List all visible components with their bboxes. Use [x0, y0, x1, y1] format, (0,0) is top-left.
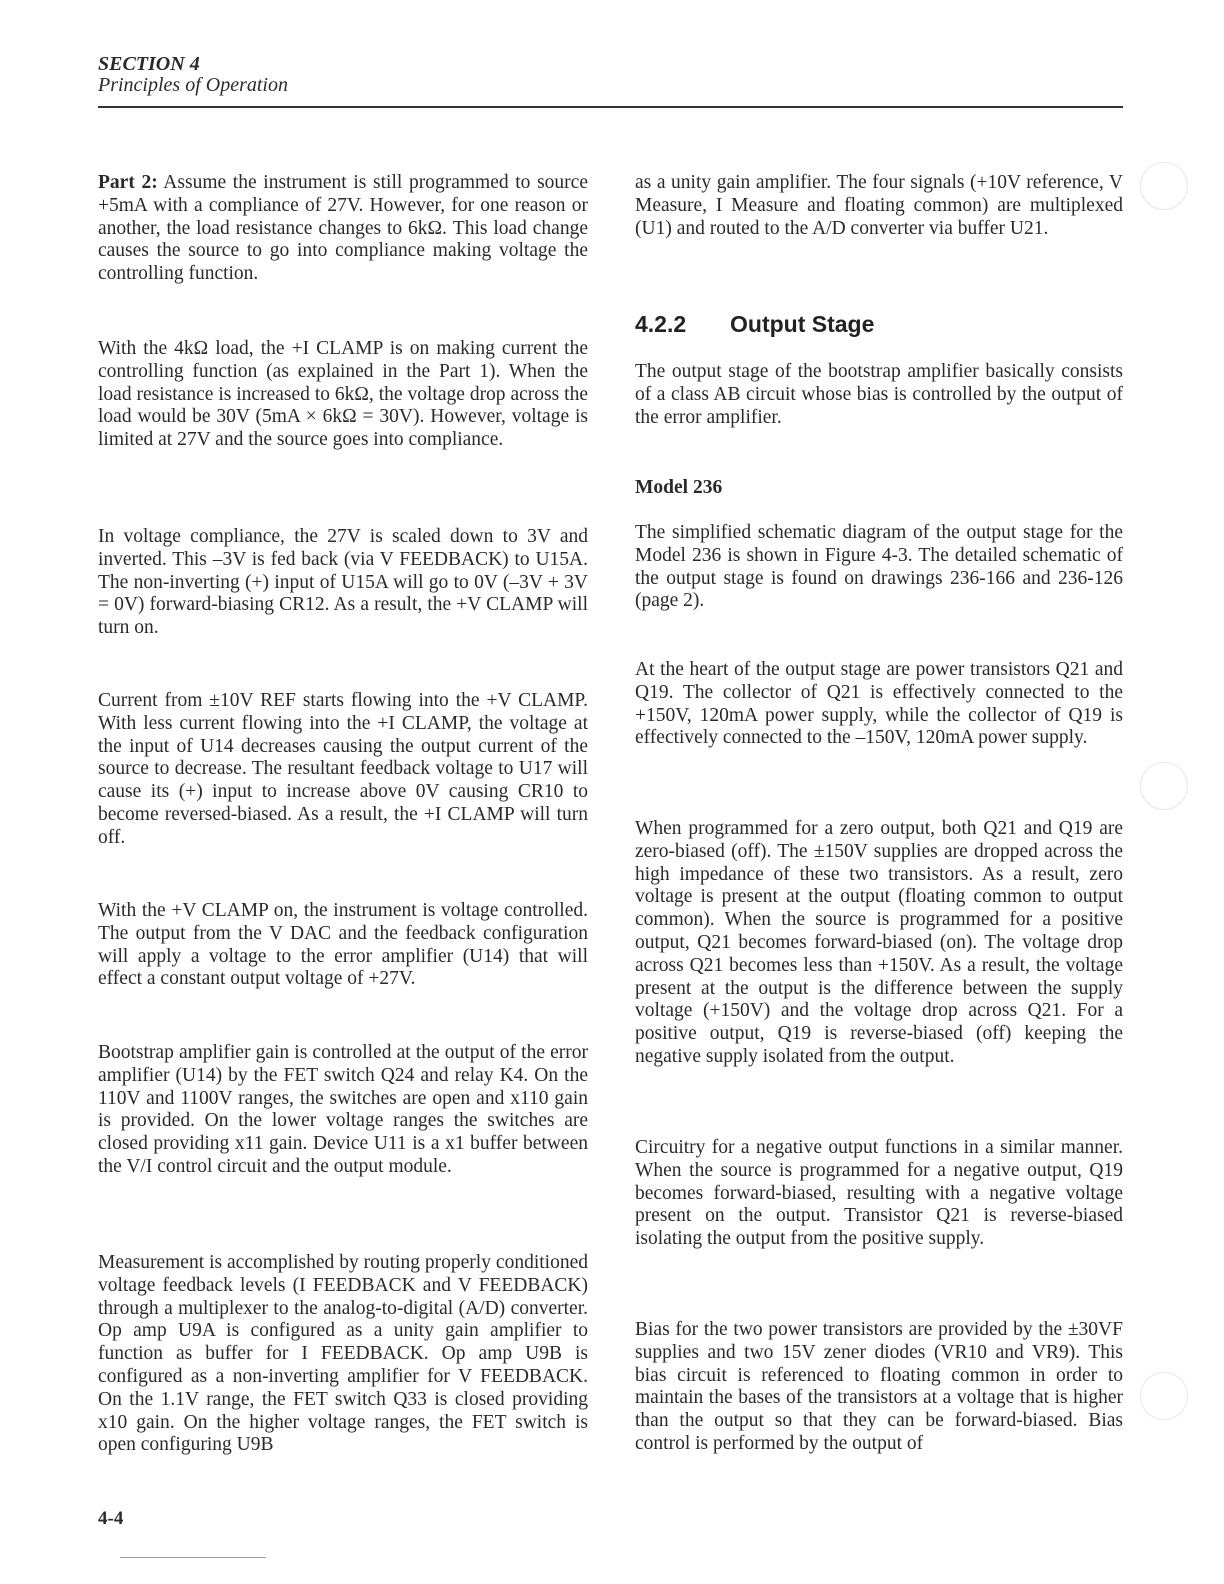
header-rule	[98, 106, 1123, 108]
part-label: Part 2:	[98, 172, 158, 193]
paragraph: At the heart of the output stage are power transistors Q21 and Q19. The collector of Q21 is effectively connected to the +150V, 120mA power supply, while the collector of Q19 is effectively connected to the –150V, 120mA power supply.	[635, 659, 1123, 749]
paragraph: The simplified schematic diagram of the output stage for the Model 236 is shown in Figure 4-3. The detailed schematic of the output stage is found on drawings 236-166 and 236-126 (page 2).	[635, 522, 1123, 612]
paragraph: When programmed for a zero output, both Q21 and Q19 are zero-biased (off). The ±150V supplies are dropped across the high impedance of these two transistors. As a result, zero voltage is present at the output (floating common to output common). When the source is programmed for a positive output, Q21 becomes forward-biased (on). The voltage drop across Q21 becomes less than +150V. As a result, the voltage present at the output is the difference between the supply voltage (+150V) and the voltage drop across Q21. For a positive output, Q19 is reverse-biased (off) keeping the negative supply isolated from the output.	[635, 818, 1123, 1067]
paragraph: The output stage of the bootstrap amplifier basically consists of a class AB circuit whose bias is controlled by the output of the error amplifier.	[635, 361, 1123, 428]
subheading: Model 236	[635, 477, 723, 498]
footer-line	[120, 1557, 266, 1558]
section-title: SECTION 4	[98, 53, 200, 75]
heading-number: 4.2.2	[635, 311, 687, 337]
paragraph	[98, 172, 588, 286]
paragraph: Measurement is accomplished by routing properly conditioned voltage feedback levels (I FEEDBACK and V FEEDBACK) through a multiplexer to the analog-to-digital (A/D) converter. Op amp U9A is configured as a unity gain amplifier to function as buffer for I FEEDBACK. Op amp U9B is configured as a non-inverting amplifier for V FEEDBACK. On the 1.1V range, the FET switch Q33 is closed providing x10 gain. On the higher voltage ranges, the FET switch is open configuring U9B	[98, 1252, 588, 1456]
paragraph: In voltage compliance, the 27V is scaled down to 3V and inverted. This –3V is fed back (via V FEEDBACK) to U15A. The non-inverting (+) input of U15A will go to 0V (–3V + 3V = 0V) forward-biasing CR12. As a result, the +V CLAMP will turn on.	[98, 526, 588, 639]
punch-hole	[1140, 1372, 1188, 1420]
paragraph: as a unity gain amplifier. The four signals (+10V reference, V Measure, I Measure and floating common) are multiplexed (U1) and routed to the A/D converter via buffer U21.	[635, 172, 1123, 239]
paragraph: Current from ±10V REF starts flowing into the +V CLAMP. With less current flowing into the +I CLAMP, the voltage at the input of U14 decreases causing the output current of the source to decrease. The resultant feedback voltage to U17 will cause its (+) input to increase above 0V causing CR10 to become reversed-biased. As a result, the +I CLAMP will turn off.	[98, 690, 588, 848]
paragraph: With the +V CLAMP on, the instrument is voltage controlled. The output from the V DAC and the feedback configuration will apply a voltage to the error amplifier (U14) that will effect a constant output voltage of +27V.	[98, 900, 588, 990]
section-subtitle: Principles of Operation	[98, 74, 288, 96]
paragraph-text: Assume the instrument is still programmed to source +5mA with a compliance of 27V. However, for one reason or another, the load resistance changes to 6kΩ. This load change causes the source to go into compliance making voltage the controlling function.	[98, 172, 588, 285]
paragraph: Bootstrap amplifier gain is controlled at the output of the error amplifier (U14) by the FET switch Q24 and relay K4. On the 110V and 1100V ranges, the switches are open and x110 gain is provided. On the lower voltage ranges the switches are closed providing x11 gain. Device U11 is a x1 buffer between the V/I control circuit and the output module.	[98, 1042, 588, 1177]
paragraph: Bias for the two power transistors are provided by the ±30VF supplies and two 15V zener diodes (VR10 and VR9). This bias circuit is referenced to floating common in order to maintain the bases of the transistors at a voltage that is higher than the output so that they can be forward-biased. Bias control is performed by the output of	[635, 1319, 1123, 1454]
paragraph: With the 4kΩ load, the +I CLAMP is on making current the controlling function (as explained in the Part 1). When the load resistance is increased to 6kΩ, the voltage drop across the load would be 30V (5mA × 6kΩ = 30V). However, voltage is limited at 27V and the source goes into compliance.	[98, 338, 588, 451]
heading-title: Output Stage	[730, 311, 875, 337]
paragraph: Circuitry for a negative output functions in a similar manner. When the source is programmed for a negative output, Q19 becomes forward-biased, resulting with a negative voltage present on the output. Transistor Q21 is reverse-biased isolating the output from the positive supply.	[635, 1137, 1123, 1250]
section-heading	[635, 311, 874, 338]
page-number: 4-4	[98, 1508, 124, 1529]
punch-hole	[1140, 162, 1188, 210]
punch-hole	[1140, 762, 1188, 810]
